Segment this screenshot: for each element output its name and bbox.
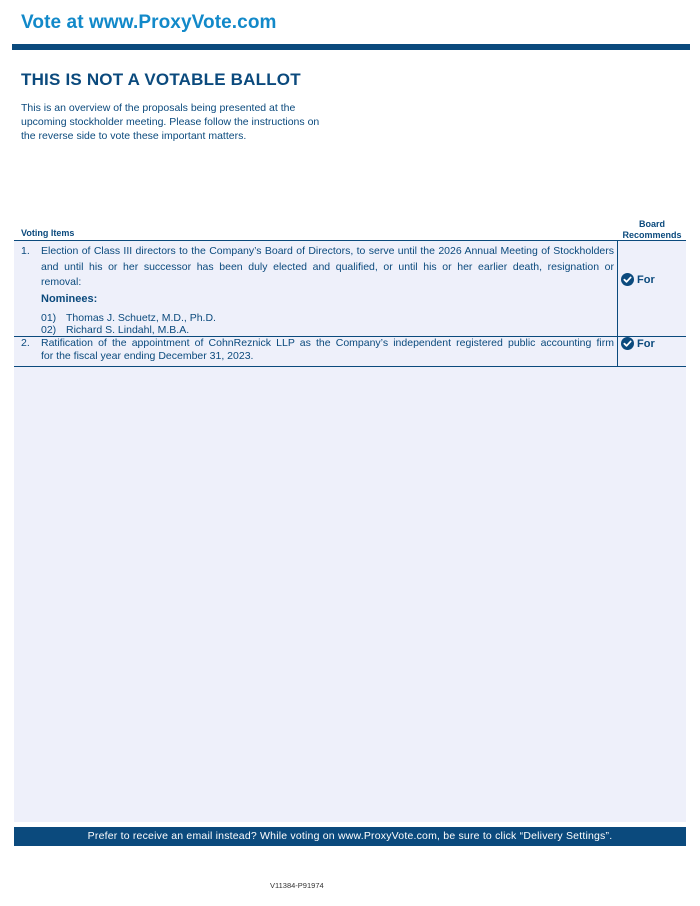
check-circle-icon — [621, 273, 634, 286]
item-text — [41, 244, 614, 291]
recommendation-2 — [621, 337, 655, 350]
page-title: THIS IS NOT A VOTABLE BALLOT — [21, 70, 301, 89]
check-circle-icon — [621, 337, 634, 350]
item-text-line: Election of Class III directors to the Company’s Board of Directors, to serve until the 2026 Annual Meeting of Stockholders — [41, 245, 614, 257]
item-number: 2. — [21, 337, 30, 349]
intro-line: the reverse side to vote these important matters. — [21, 130, 247, 142]
table-top-rule — [14, 240, 686, 241]
recommendation-1 — [621, 273, 655, 286]
item-text-line: for the fiscal year ending December 31, 2023. — [41, 350, 254, 362]
nominee — [41, 312, 614, 324]
item-text-line: removal: — [41, 276, 82, 288]
recommendation-label: For — [637, 337, 655, 350]
item-text-line: Ratification of the appointment of CohnReznick LLP as the Company’s independent registered public accounting firm — [41, 337, 614, 349]
board-recommends-line2: Recommends — [622, 230, 682, 240]
nominee-number: 01) — [41, 312, 57, 324]
nominee-number: 02) — [41, 324, 57, 336]
intro-line: upcoming stockholder meeting. Please follow the instructions on — [21, 116, 320, 128]
nominee-name: Thomas J. Schuetz, M.D., Ph.D. — [66, 312, 216, 324]
voting-items-header: Voting Items — [21, 228, 75, 238]
document-code: V11384-P91974 — [270, 881, 324, 890]
header-title: Vote at www.ProxyVote.com — [21, 12, 277, 33]
intro-line: This is an overview of the proposals being presented at the — [21, 102, 296, 114]
nominees-list — [21, 312, 614, 336]
header-divider — [12, 44, 690, 50]
row-divider — [14, 366, 686, 367]
intro-text — [21, 101, 351, 143]
nominee — [41, 324, 614, 336]
voting-item-2 — [21, 337, 614, 363]
board-recommends-line1: Board — [638, 219, 665, 229]
board-recommends-header — [616, 219, 688, 241]
voting-item-1 — [21, 244, 614, 336]
email-delivery-banner: Prefer to receive an email instead? While voting on www.ProxyVote.com, be sure to click “Delivery Settings”. — [14, 827, 686, 846]
item-text — [41, 337, 614, 363]
nominees-label: Nominees: — [41, 292, 98, 305]
recommendation-label: For — [637, 273, 655, 286]
item-number: 1. — [21, 245, 30, 257]
recommend-column-divider — [617, 240, 618, 367]
item-text-line: and until his or her successor has been duly elected and qualified, or until his or her earlier death, resignation or — [41, 260, 614, 273]
nominee-name: Richard S. Lindahl, M.B.A. — [66, 324, 190, 336]
